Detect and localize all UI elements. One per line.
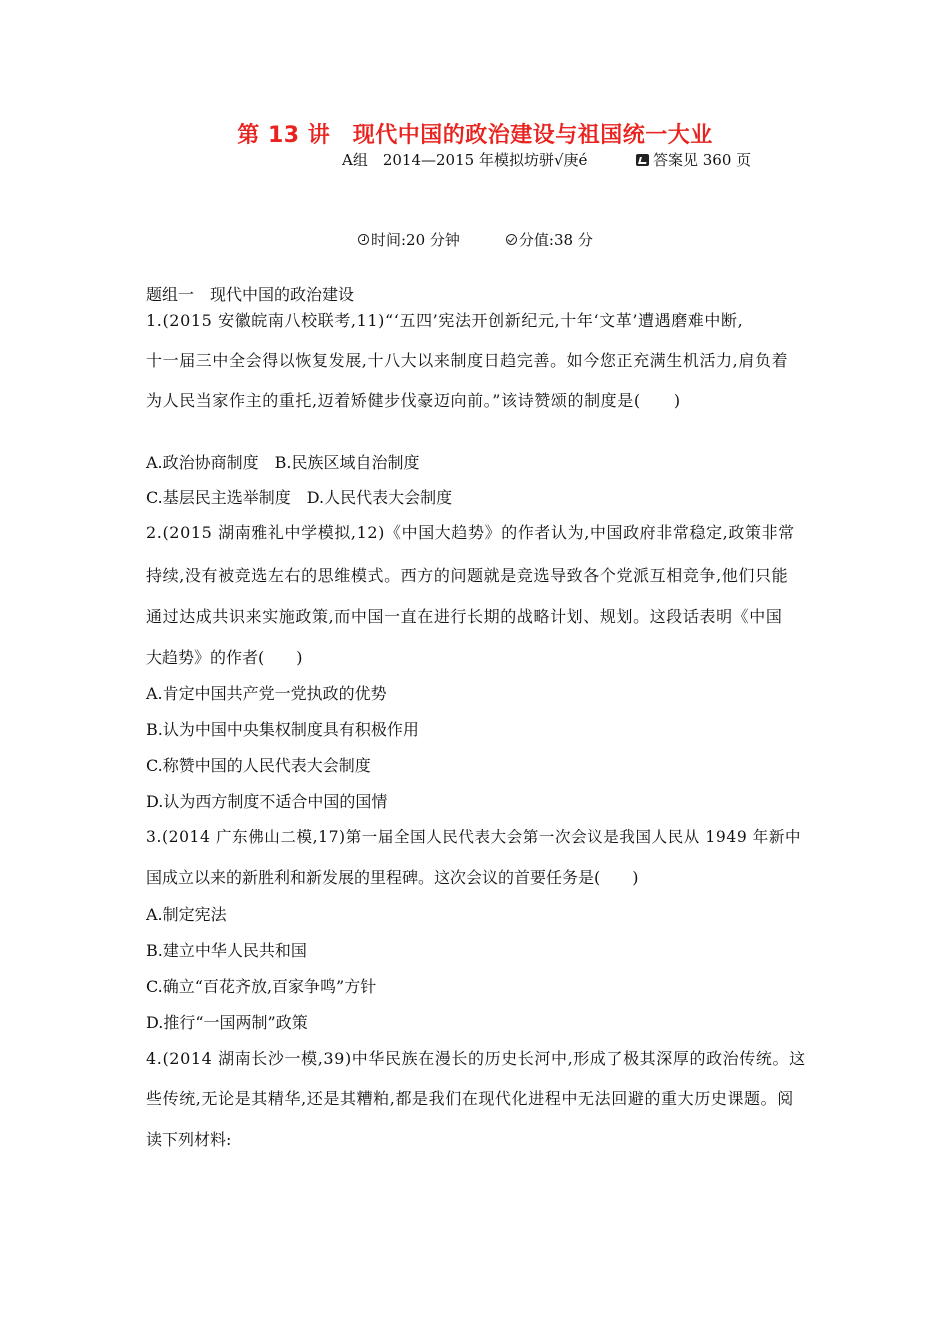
answer-text: 答案见 360 页: [653, 151, 752, 169]
q1-options-ab: A.政治协商制度 B.民族区域自治制度: [146, 453, 420, 472]
q3-option-a: A.制定宪法: [146, 905, 227, 924]
q3-option-c: C.确立“百花齐放,百家争鸣”方针: [146, 977, 377, 996]
q2-option-c: C.称赞中国的人民代表大会制度: [146, 756, 371, 775]
q2-line-3: 通过达成共识来实施政策,而中国一直在进行长期的战略计划、规划。这段话表明《中国: [146, 607, 783, 626]
group-subtitle: A组 2014—2015 年模拟坊骈√庚é: [342, 151, 588, 169]
q4-line-2: 些传统,无论是其精华,还是其糟粕,都是我们在现代化进程中无法回避的重大历史课题。阅: [146, 1089, 794, 1108]
q1-line-3: 为人民当家作主的重托,迈着矫健步伐豪迈向前。”该诗赞颂的制度是( ): [146, 391, 681, 410]
q3-option-d: D.推行“一国两制”政策: [146, 1013, 308, 1032]
clock-icon: [358, 234, 369, 245]
page-title: 第 13 讲 现代中国的政治建设与祖国统一大业: [237, 123, 713, 148]
q3-line-2: 国成立以来的新胜利和新发展的里程碑。这次会议的首要任务是( ): [146, 868, 639, 887]
answer-reference: [636, 149, 751, 170]
time-info: [358, 229, 460, 250]
q1-options-cd: C.基层民主选举制度 D.人民代表大会制度: [146, 488, 453, 507]
exam-meta: [358, 229, 593, 250]
q3-line-1: 3.(2014 广东佛山二模,17)第一届全国人民代表大会第一次会议是我国人民从 1949 年新中: [146, 828, 802, 846]
q1-line-1: 1.(2015 安徽皖南八校联考,11)“‘五四’宪法开创新纪元,十年‘文革’遭遇磨难中断,: [146, 311, 744, 330]
section-heading: 题组一 现代中国的政治建设: [146, 285, 355, 304]
q2-option-d: D.认为西方制度不适合中国的国情: [146, 792, 388, 811]
check-circle-icon: [506, 234, 517, 245]
q1-line-2: 十一届三中全会得以恢复发展,十八大以来制度日趋完善。如今您正充满生机活力,肩负着: [146, 351, 789, 370]
q2-line-4: 大趋势》的作者( ): [146, 648, 303, 667]
book-icon: [636, 154, 649, 166]
q2-option-b: B.认为中国中央集权制度具有积极作用: [146, 720, 419, 739]
q3-option-b: B.建立中华人民共和国: [146, 941, 307, 960]
q2-line-1: 2.(2015 湖南雅礼中学模拟,12)《中国大趋势》的作者认为,中国政府非常稳定,政策非常: [146, 523, 795, 542]
q4-line-3: 读下列材料:: [146, 1130, 232, 1149]
score-text: 分值:38 分: [518, 231, 593, 249]
time-text: 时间:20 分钟: [371, 231, 460, 249]
score-info: [506, 229, 593, 250]
q4-line-1: 4.(2014 湖南长沙一模,39)中华民族在漫长的历史长河中,形成了极其深厚的政治传统。这: [146, 1049, 806, 1068]
q2-option-a: A.肯定中国共产党一党执政的优势: [146, 684, 387, 703]
q2-line-2: 持续,没有被竞选左右的思维模式。西方的问题就是竞选导致各个党派互相竞争,他们只能: [146, 566, 789, 585]
